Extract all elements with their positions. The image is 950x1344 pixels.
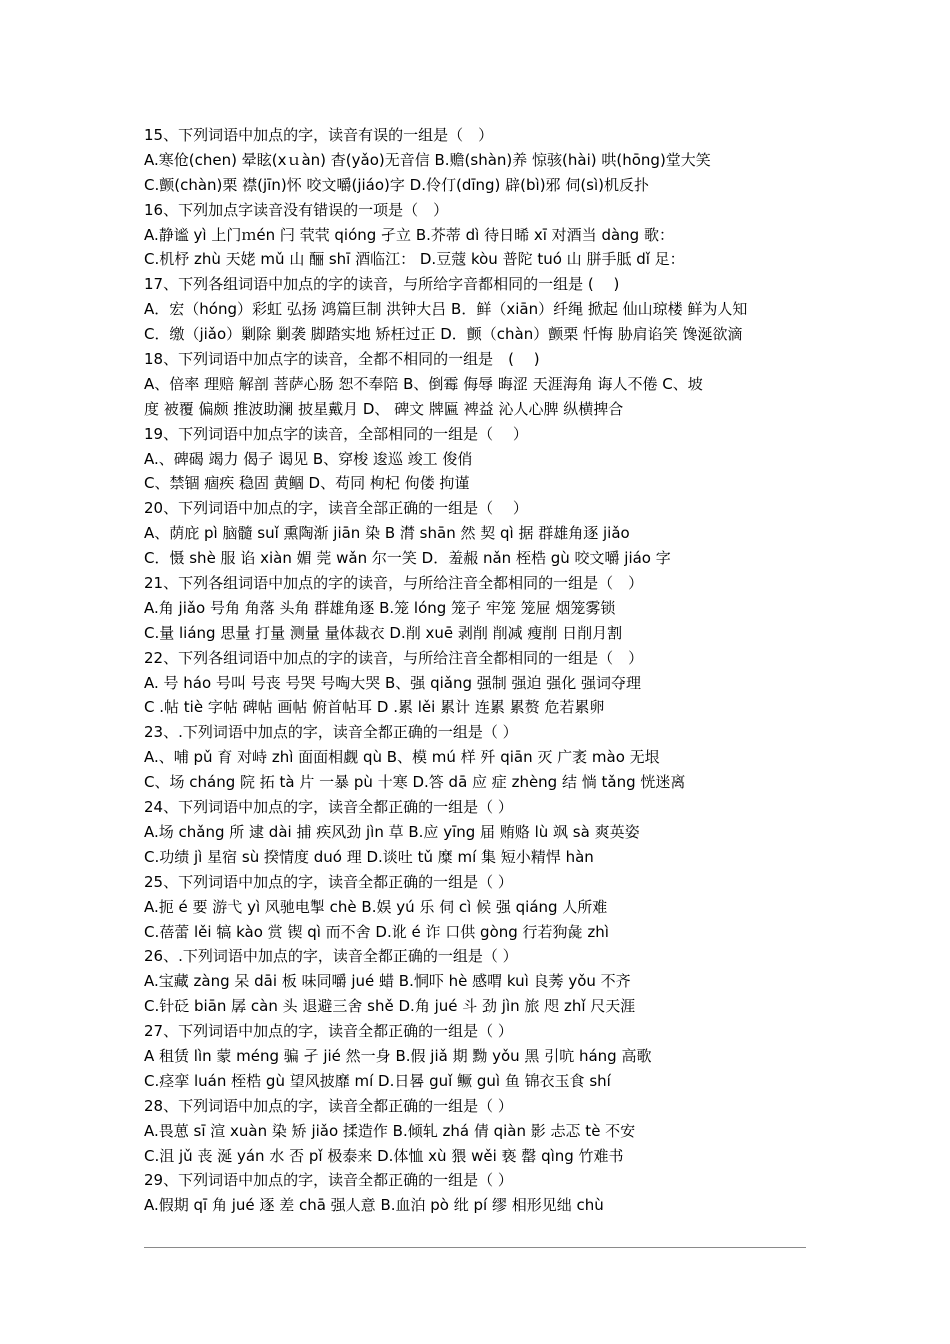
question-title: 22、下列各组词语中加点的字的读音，与所给注音全都相同的一组是（ ）: [144, 648, 644, 667]
answer-option-line: C.机杼 zhù 天姥 mǔ 山 酾 shī 酒临江： D.豆蔻 kòu 普陀 tuó 山 胼手胝 dǐ 足：: [144, 250, 685, 269]
answer-option-line: C．缴（jiǎo）剿除 剿袭 脚踏实地 矫枉过正 D．颤（chàn）颤栗 忏悔 胁肩谄笑 馋涎欲滴: [144, 325, 743, 344]
question-title: 20、下列词语中加点的字，读音全部正确的一组是（ ）: [144, 499, 528, 518]
answer-option-line: A．宏（hóng）彩虹 弘扬 鸿篇巨制 洪钟大吕 B．鲜（xiān）纤绳 掀起 仙山琼楼 鲜为人知: [144, 300, 748, 319]
answer-option-line: A.寒伧(chen) 晕眩(xｕàn) 杳(yǎo)无音信 B.赡(shàn)养 惊骇(hài) 哄(hōng)堂大笑: [144, 150, 711, 169]
answer-option-line: A. 号 háo 号叫 号丧 号哭 号啕大哭 B、强 qiǎng 强制 强迫 强化 强词夺理: [144, 673, 642, 692]
question-title: 24、下列词语中加点的字，读音全都正确的一组是（ ）: [144, 798, 513, 817]
answer-option-line: C.针砭 biān 孱 càn 头 退避三舍 shě D.角 jué 斗 劲 jìn 旅 咫 zhǐ 尺天涯: [144, 997, 636, 1016]
question-title: 15、下列词语中加点的字，读音有误的一组是（ ）: [144, 126, 494, 144]
question-title: 27、下列词语中加点的字，读音全都正确的一组是（ ）: [144, 1022, 513, 1041]
question-title: 26、.下列词语中加点的字，读音全都正确的一组是（ ）: [144, 947, 518, 966]
answer-option-line: A.假期 qī 角 jué 逐 差 chā 强人意 B.血泊 pò 纰 pí 缪 相形见绌 chù: [144, 1196, 604, 1215]
answer-option-line: A.场 chǎng 所 逮 dài 捕 疾风劲 jìn 草 B.应 yīng 届 贿赂 lù 飒 sà 爽英姿: [144, 822, 640, 841]
footer-divider: [144, 1247, 806, 1248]
answer-option-line: C、场 cháng 院 拓 tà 片 一暴 pù 十寒 D.答 dā 应 症 zhèng 结 惝 tǎng 恍迷离: [144, 773, 686, 792]
answer-option-line: A.角 jiǎo 号角 角落 头角 群雄角逐 B.笼 lóng 笼子 牢笼 笼屉 烟笼雾锁: [144, 598, 616, 617]
answer-option-line: C.痉挛 luán 桎梏 gù 望风披靡 mí D.日晷 guǐ 鳜 guì 鱼 锦衣玉食 shí: [144, 1071, 611, 1090]
answer-option-line: A 租赁 lìn 蒙 méng 骗 孑 jié 然一身 B.假 jiǎ 期 黝 yǒu 黑 引吭 háng 高歌: [144, 1046, 652, 1065]
question-text-block: [144, 123, 808, 1218]
answer-option-line: A.畏葸 sī 渲 xuàn 染 矫 jiǎo 揉造作 B.倾轧 zhá 倩 qiàn 影 忐忑 tè 不安: [144, 1121, 636, 1140]
question-title: 21、下列各组词语中加点的字的读音，与所给注音全都相同的一组是（ ）: [144, 574, 644, 593]
question-title: 29、下列词语中加点的字，读音全都正确的一组是（ ）: [144, 1171, 513, 1190]
question-title: 19、下列词语中加点字的读音，全部相同的一组是（ ）: [144, 424, 528, 443]
answer-option-line: C.沮 jǔ 丧 涎 yán 水 否 pǐ 极泰来 D.体恤 xù 猥 wěi 亵 罄 qìng 竹难书: [144, 1146, 624, 1165]
question-title: 25、下列词语中加点的字，读音全都正确的一组是（ ）: [144, 872, 513, 891]
question-title: 16、下列加点字读音没有错误的一项是（ ）: [144, 200, 449, 219]
answer-option-line: C.颤(chàn)栗 襟(jīn)怀 咬文嚼(jiáo)字 D.伶仃(dīng) 辟(bì)邪 伺(sì)机反扑: [144, 175, 650, 194]
answer-option-line: C .帖 tiè 字帖 碑帖 画帖 俯首帖耳 D .累 lěi 累计 连累 累赘 危若累卵: [144, 698, 605, 717]
answer-option-line: C.功绩 jì 星宿 sù 揆情度 duó 理 D.谈吐 tǔ 糜 mí 集 短小精悍 hàn: [144, 847, 594, 866]
answer-option-line: 度 被覆 偏颇 推波助澜 披星戴月 D、 碑文 牌匾 裨益 沁人心脾 纵横捭合: [144, 399, 624, 418]
answer-option-line: C.蓓蕾 lěi 犒 kào 赏 锲 qì 而不舍 D.讹 é 诈 口供 gòng 行若狗彘 zhì: [144, 922, 609, 941]
answer-option-line: A、荫庇 pì 脑髓 suǐ 熏陶渐 jiān 染 B 潸 shān 然 契 qì 据 群雄角逐 jiǎo: [144, 524, 630, 543]
answer-option-line: A.静谧 yì 上门ｍén 闩 茕茕 qióng 孑立 B.芥蒂 dì 待日晞 xī 对酒当 dàng 歌：: [144, 225, 674, 244]
answer-option-line: C．慑 shè 服 谄 xiàn 媚 莞 wǎn 尔一笑 D．羞赧 nǎn 桎梏 gù 咬文嚼 jiáo 字: [144, 549, 671, 568]
question-title: 17、下列各组词语中加点的字的读音，与所给字音都相同的一组是 ( ): [144, 275, 620, 294]
question-title: 18、下列词语中加点字的读音，全都不相同的一组是 ( ): [144, 350, 540, 369]
answer-option-line: A.宝藏 zàng 呆 dāi 板 味同嚼 jué 蜡 B.恫吓 hè 感喟 kuì 良莠 yǒu 不齐: [144, 972, 631, 991]
answer-option-line: C.量 liáng 思量 打量 测量 量体裁衣 D.削 xuē 剥削 削减 瘦削 日削月割: [144, 623, 623, 642]
answer-option-line: A.扼 é 要 游弋 yì 风驰电掣 chè B.娱 yú 乐 伺 cì 候 强 qiáng 人所难: [144, 897, 608, 916]
answer-option-line: A.、哺 pǔ 育 对峙 zhì 面面相觑 qù B、模 mú 样 歼 qiān 灭 广袤 mào 无垠: [144, 748, 660, 767]
answer-option-line: A、倍率 理赔 解剖 菩萨心肠 恕不奉陪 B、倒霉 侮辱 晦涩 天涯海角 诲人不倦 C、坡: [144, 374, 703, 393]
answer-option-line: C、禁锢 痼疾 稳固 黄鲴 D、苟同 枸杞 佝偻 拘谨: [144, 474, 470, 493]
question-title: 23、.下列词语中加点的字，读音全都正确的一组是（ ）: [144, 723, 518, 742]
answer-option-line: A.、碑碣 竭力 偈子 谒见 B、穿梭 逡巡 竣工 俊俏: [144, 449, 473, 468]
question-title: 28、下列词语中加点的字，读音全都正确的一组是（ ）: [144, 1096, 513, 1115]
